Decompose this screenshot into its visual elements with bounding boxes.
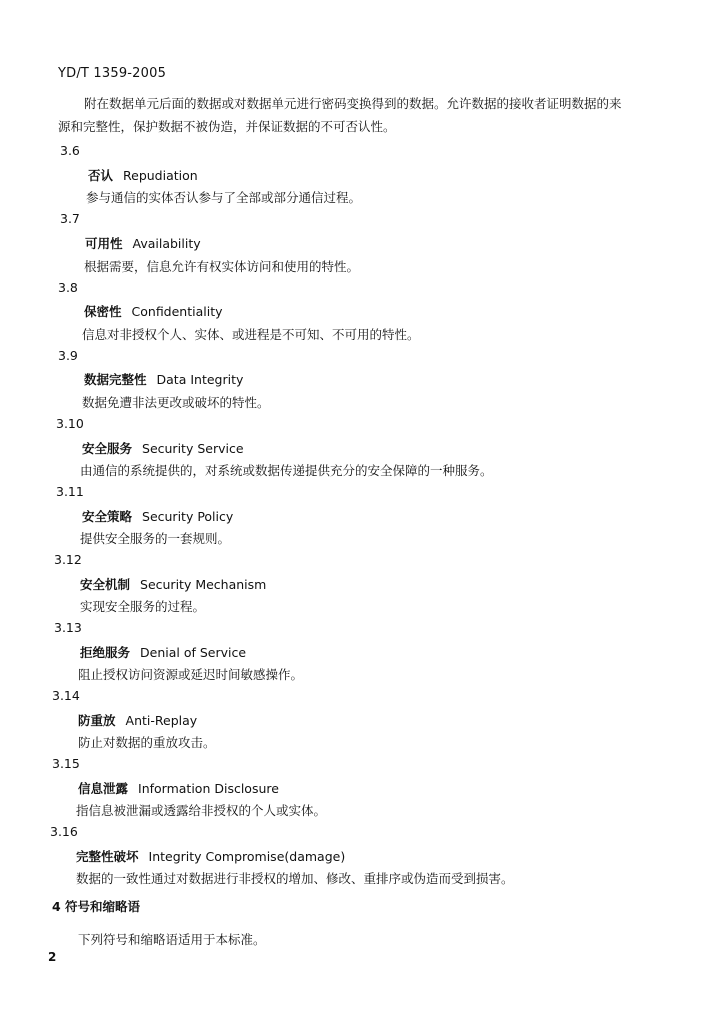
term-title	[80, 643, 246, 661]
term-number: 3.16	[50, 824, 78, 839]
term-number: 3.11	[56, 484, 84, 499]
term-en: Security Mechanism	[140, 577, 267, 592]
term-number: 3.10	[56, 416, 84, 431]
term-definition: 数据的一致性通过对数据进行非授权的增加、修改、重排序或伪造而受到损害。	[76, 871, 514, 886]
term-number: 3.14	[52, 688, 80, 703]
term-number: 3.12	[54, 552, 82, 567]
section-4-heading: 4 符号和缩略语	[52, 899, 141, 914]
term-definition: 提供安全服务的一套规则。	[80, 531, 231, 546]
term-number: 3.13	[54, 620, 82, 635]
term-zh: 安全策略	[82, 509, 133, 524]
term-zh: 保密性	[84, 304, 122, 319]
term-en: Confidentiality	[131, 304, 223, 319]
term-zh: 信息泄露	[78, 781, 129, 796]
section-4-body: 下列符号和缩略语适用于本标准。	[78, 932, 266, 947]
term-zh: 拒绝服务	[80, 645, 131, 660]
term-definition: 指信息被泄漏或透露给非授权的个人或实体。	[76, 803, 327, 818]
term-en: Availability	[132, 236, 201, 251]
intro-paragraph-line2: 源和完整性，保护数据不被伪造，并保证数据的不可否认性。	[58, 119, 396, 134]
term-title	[84, 370, 243, 388]
term-definition: 由通信的系统提供的，对系统或数据传递提供充分的安全保障的一种服务。	[80, 463, 493, 478]
term-definition: 阻止授权访问资源或延迟时间敏感操作。	[78, 667, 304, 682]
term-title	[88, 166, 198, 184]
term-en: Security Service	[142, 441, 244, 456]
term-number: 3.15	[52, 756, 80, 771]
term-title	[76, 847, 345, 865]
term-definition: 根据需要，信息允许有权实体访问和使用的特性。	[84, 259, 360, 274]
term-number: 3.8	[58, 280, 78, 295]
term-zh: 可用性	[85, 236, 123, 251]
term-title	[80, 575, 266, 593]
term-number: 3.6	[60, 143, 80, 158]
term-en: Data Integrity	[156, 372, 244, 387]
page-number: 2	[48, 950, 57, 964]
term-en: Repudiation	[123, 168, 198, 183]
term-en: Denial of Service	[140, 645, 247, 660]
term-title	[78, 711, 197, 729]
term-definition: 实现安全服务的过程。	[80, 599, 206, 614]
term-title	[82, 507, 233, 525]
term-zh: 安全服务	[82, 441, 133, 456]
term-zh: 防重放	[78, 713, 116, 728]
term-en: Anti-Replay	[125, 713, 198, 728]
intro-paragraph-line1: 附在数据单元后面的数据或对数据单元进行密码变换得到的数据。允许数据的接收者证明数据的来	[84, 96, 622, 111]
term-definition: 信息对非授权个人、实体、或进程是不可知、不可用的特性。	[82, 327, 420, 342]
term-zh: 数据完整性	[84, 372, 147, 387]
term-title	[78, 779, 279, 797]
term-en: Integrity Compromise(damage)	[148, 849, 346, 864]
term-zh: 否认	[88, 168, 114, 183]
term-en: Security Policy	[142, 509, 234, 524]
term-number: 3.9	[58, 348, 78, 363]
term-definition: 防止对数据的重放攻击。	[78, 735, 216, 750]
term-definition: 数据免遭非法更改或破坏的特性。	[82, 395, 270, 410]
term-en: Information Disclosure	[138, 781, 279, 796]
term-definition: 参与通信的实体否认参与了全部或部分通信过程。	[86, 190, 362, 205]
term-number: 3.7	[60, 211, 80, 226]
term-zh: 完整性破坏	[76, 849, 139, 864]
term-title	[82, 439, 244, 457]
document-header-code: YD/T 1359-2005	[58, 66, 167, 81]
term-title	[84, 302, 223, 320]
term-zh: 安全机制	[80, 577, 131, 592]
term-title	[85, 234, 201, 252]
